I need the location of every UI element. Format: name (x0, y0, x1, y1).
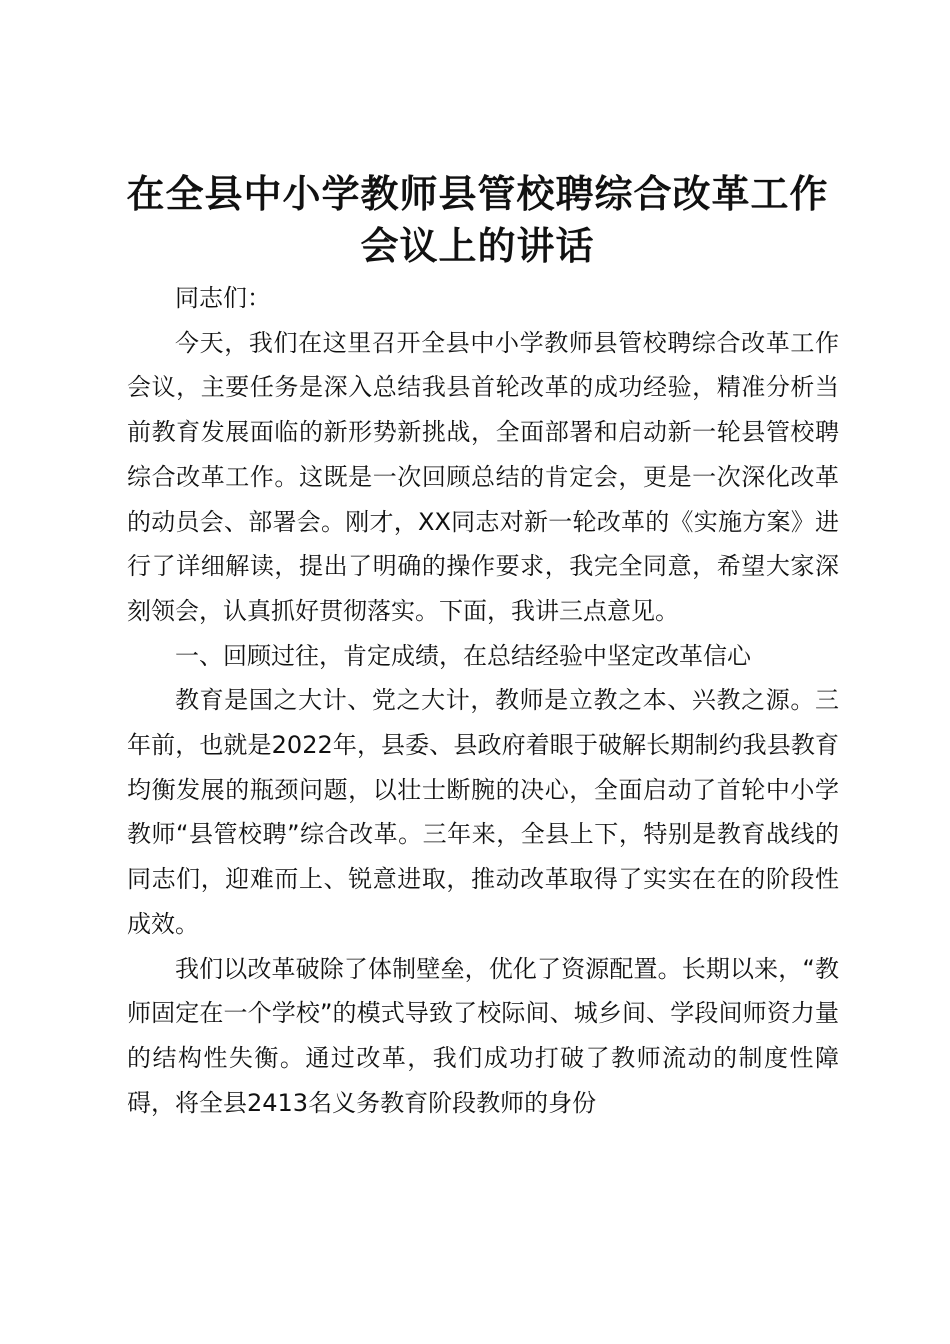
document-body (127, 276, 839, 1125)
paragraph-intro: 今天，我们在这里召开全县中小学教师县管校聘综合改革工作会议，主要任务是深入总结我县首轮改革的成功经验，精准分析当前教育发展面临的新形势新挑战，全面部署和启动新一轮县管校聘综合改革工作。这既是一次回顾总结的肯定会，更是一次深化改革的动员会、部署会。刚才，XX同志对新一轮改革的《实施方案》进行了详细解读，提出了明确的操作要求，我完全同意，希望大家深刻领会，认真抓好贯彻落实。下面，我讲三点意见。 (127, 328, 839, 625)
salutation: 同志们： (175, 284, 271, 312)
paragraph-reform-results: 我们以改革破除了体制壁垒，优化了资源配置。长期以来，“教师固定在一个学校”的模式导致了校际间、城乡间、学段间师资力量的结构性失衡。通过改革，我们成功打破了教师流动的制度性障碍，将全县2413名义务教育阶段教师的身份 (127, 954, 839, 1117)
paragraph-section-1-intro: 教育是国之大计、党之大计，教师是立教之本、兴教之源。三年前，也就是2022年，县委、县政府着眼于破解长期制约我县教育均衡发展的瓶颈问题，以壮士断腕的决心，全面启动了首轮中小学教师“县管校聘”综合改革。三年来，全县上下，特别是教育战线的同志们，迎难而上、锐意进取，推动改革取得了实实在在的阶段性成效。 (127, 686, 839, 938)
section-heading-1: 一、回顾过往，肯定成绩，在总结经验中坚定改革信心 (175, 641, 751, 670)
document-title: 在全县中小学教师县管校聘综合改革工作会议上的讲话 (126, 172, 829, 268)
